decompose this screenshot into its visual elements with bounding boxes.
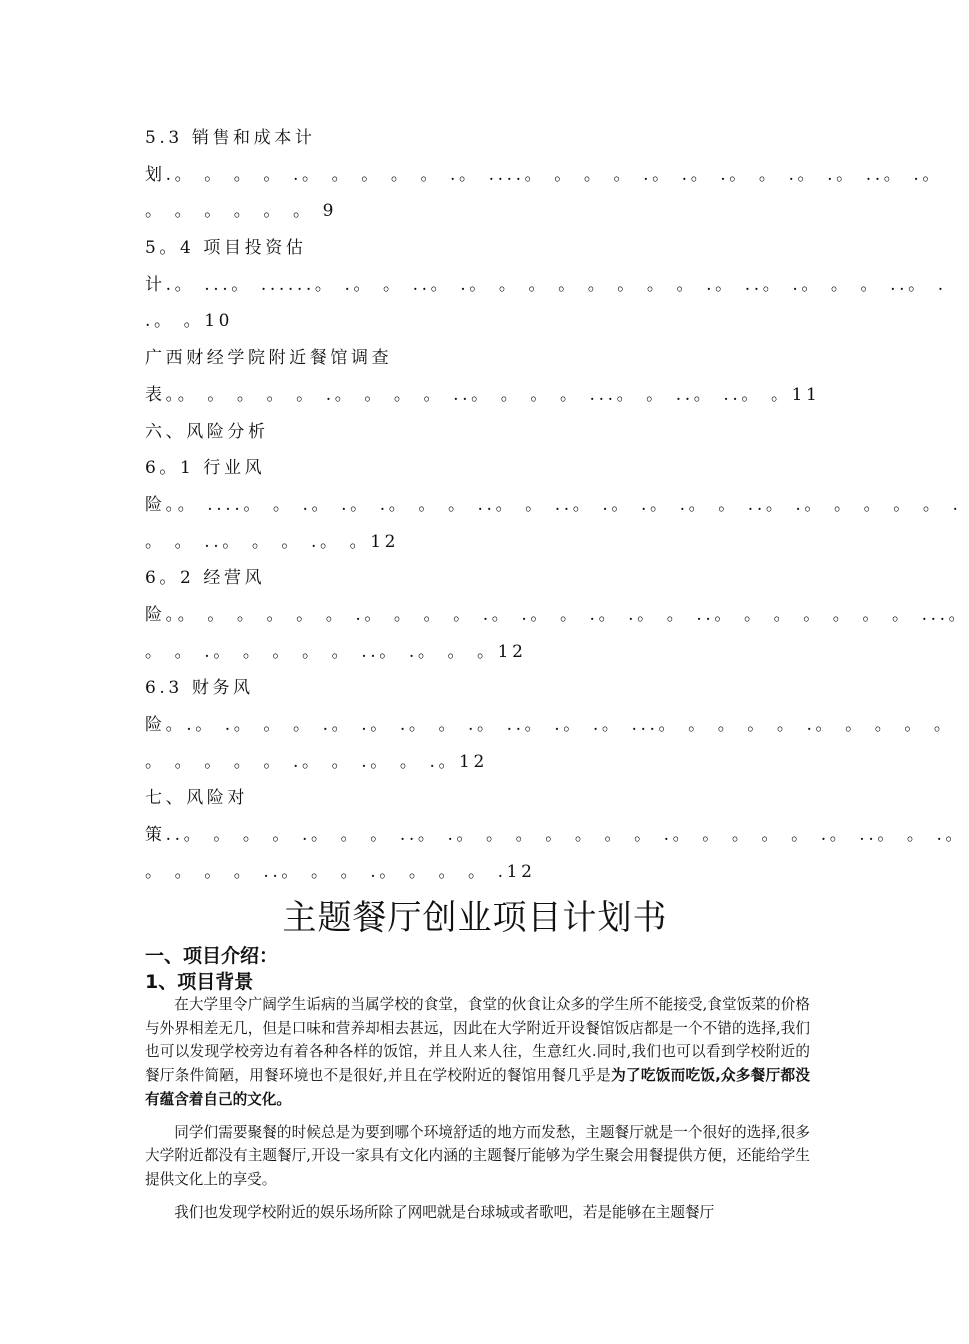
toc-line: 险。。 ....。 。 .。 .。 .。 。 。 ..。 。 ..。 .。 .。 .。 。 ..。 .。 。 。 。 。 . xyxy=(145,494,962,515)
toc-line: 。 。 。 。 。 .。 。 .。 。 .。12 xyxy=(145,751,488,772)
toc-line: 5。4 项目投资估 xyxy=(145,238,307,259)
toc-line: 6.3 财务风 xyxy=(145,678,254,699)
toc-line: 。 。 。 。 ..。 。 。 .。 。 。 。 .12 xyxy=(145,861,536,882)
toc-line: 险。。 。 。 。 。 。 .。 。 。 。 .。 .。 。 .。 .。 。 ..。 。 。 。 。 。 。 ...。 xyxy=(145,604,969,625)
table-of-contents xyxy=(145,120,969,890)
paragraph xyxy=(145,993,810,1112)
toc-line: 6。2 经营风 xyxy=(145,568,266,589)
toc-line: 5.3 销售和成本计 xyxy=(145,128,316,148)
toc-line: 策..。 。 。 。 .。 。 。 ..。 .。 。 。 。 。 。 。 .。 。 。 。 。 .。 ..。 。 .。 xyxy=(145,825,967,846)
toc-line: 。 。 .。 。 。 。 。 ..。 .。 。 。12 xyxy=(145,641,527,662)
emphasis-text: 为了吃饭而吃饭,众多餐厅都没有蕴含着自己的文化。 xyxy=(145,1067,810,1108)
body-text xyxy=(145,993,810,1233)
toc-line: .。 。10 xyxy=(145,311,234,332)
toc-line: 广西财经学院附近餐馆调查 xyxy=(145,348,393,369)
toc-line: 七、风险对 xyxy=(145,788,248,809)
document-title: 主题餐厅创业项目计划书 xyxy=(282,898,668,938)
paragraph: 同学们需要聚餐的时候总是为要到哪个环境舒适的地方而发愁，主题餐厅就是一个很好的选择,很多大学附近都没有主题餐厅,开设一家具有文化内涵的主题餐厅能够为学生聚会用餐提供方便，还能给学生提供文化上的享受。 xyxy=(145,1123,810,1188)
paragraph: 我们也发现学校附近的娱乐场所除了网吧就是台球城或者歌吧，若是能够在主题餐厅 xyxy=(174,1203,715,1221)
toc-line: 划.。 。 。 。 .。 。 。 。 。 .。 ....。 。 。 。 .。 .。 .。 。 .。 .。 ..。 .。 xyxy=(145,164,943,185)
toc-line: 险。.。 .。 。 。 .。 .。 .。 。 .。 ..。 .。 .。 ...。 。 。 。 。 .。 。 。 。 。 xyxy=(145,715,955,735)
toc-line: 6。1 行业风 xyxy=(145,458,266,479)
toc-line: 表。。 。 。 。 。 .。 。 。 。 ..。 。 。 。 ...。 。 ..。 ..。 。11 xyxy=(145,384,821,405)
paragraph-text: 在大学里令广阔学生诟病的当属学校的食堂，食堂的伙食让众多的学生所不能接受,食堂饭菜的价格与外界相差无几，但是口味和营养却相去甚远，因此在大学附近开设餐馆饭店都是一个不错的选择,我们也可以发现学校旁边有着各种各样的饭馆，并且人来人往，生意红火.同时,我们也可以看到学校附近的餐厅条件简陋，用餐环境也不是很好,并且在学校附近的餐馆用餐几乎是 xyxy=(145,996,810,1085)
toc-line: 。 。 ..。 。 。 .。 。12 xyxy=(145,531,400,552)
toc-line: 计.。 ...。 ......。 .。 。 ..。 .。 。 。 。 。 。 。 。 .。 ..。 .。 。 。 ..。 . xyxy=(145,274,947,295)
subsection-heading: 1、项目背景 xyxy=(145,971,254,993)
toc-line: 六、风险分析 xyxy=(145,421,269,442)
section-heading: 一、项目介绍： xyxy=(145,945,279,967)
toc-line: 。 。 。 。 。 。 9 xyxy=(145,201,338,222)
